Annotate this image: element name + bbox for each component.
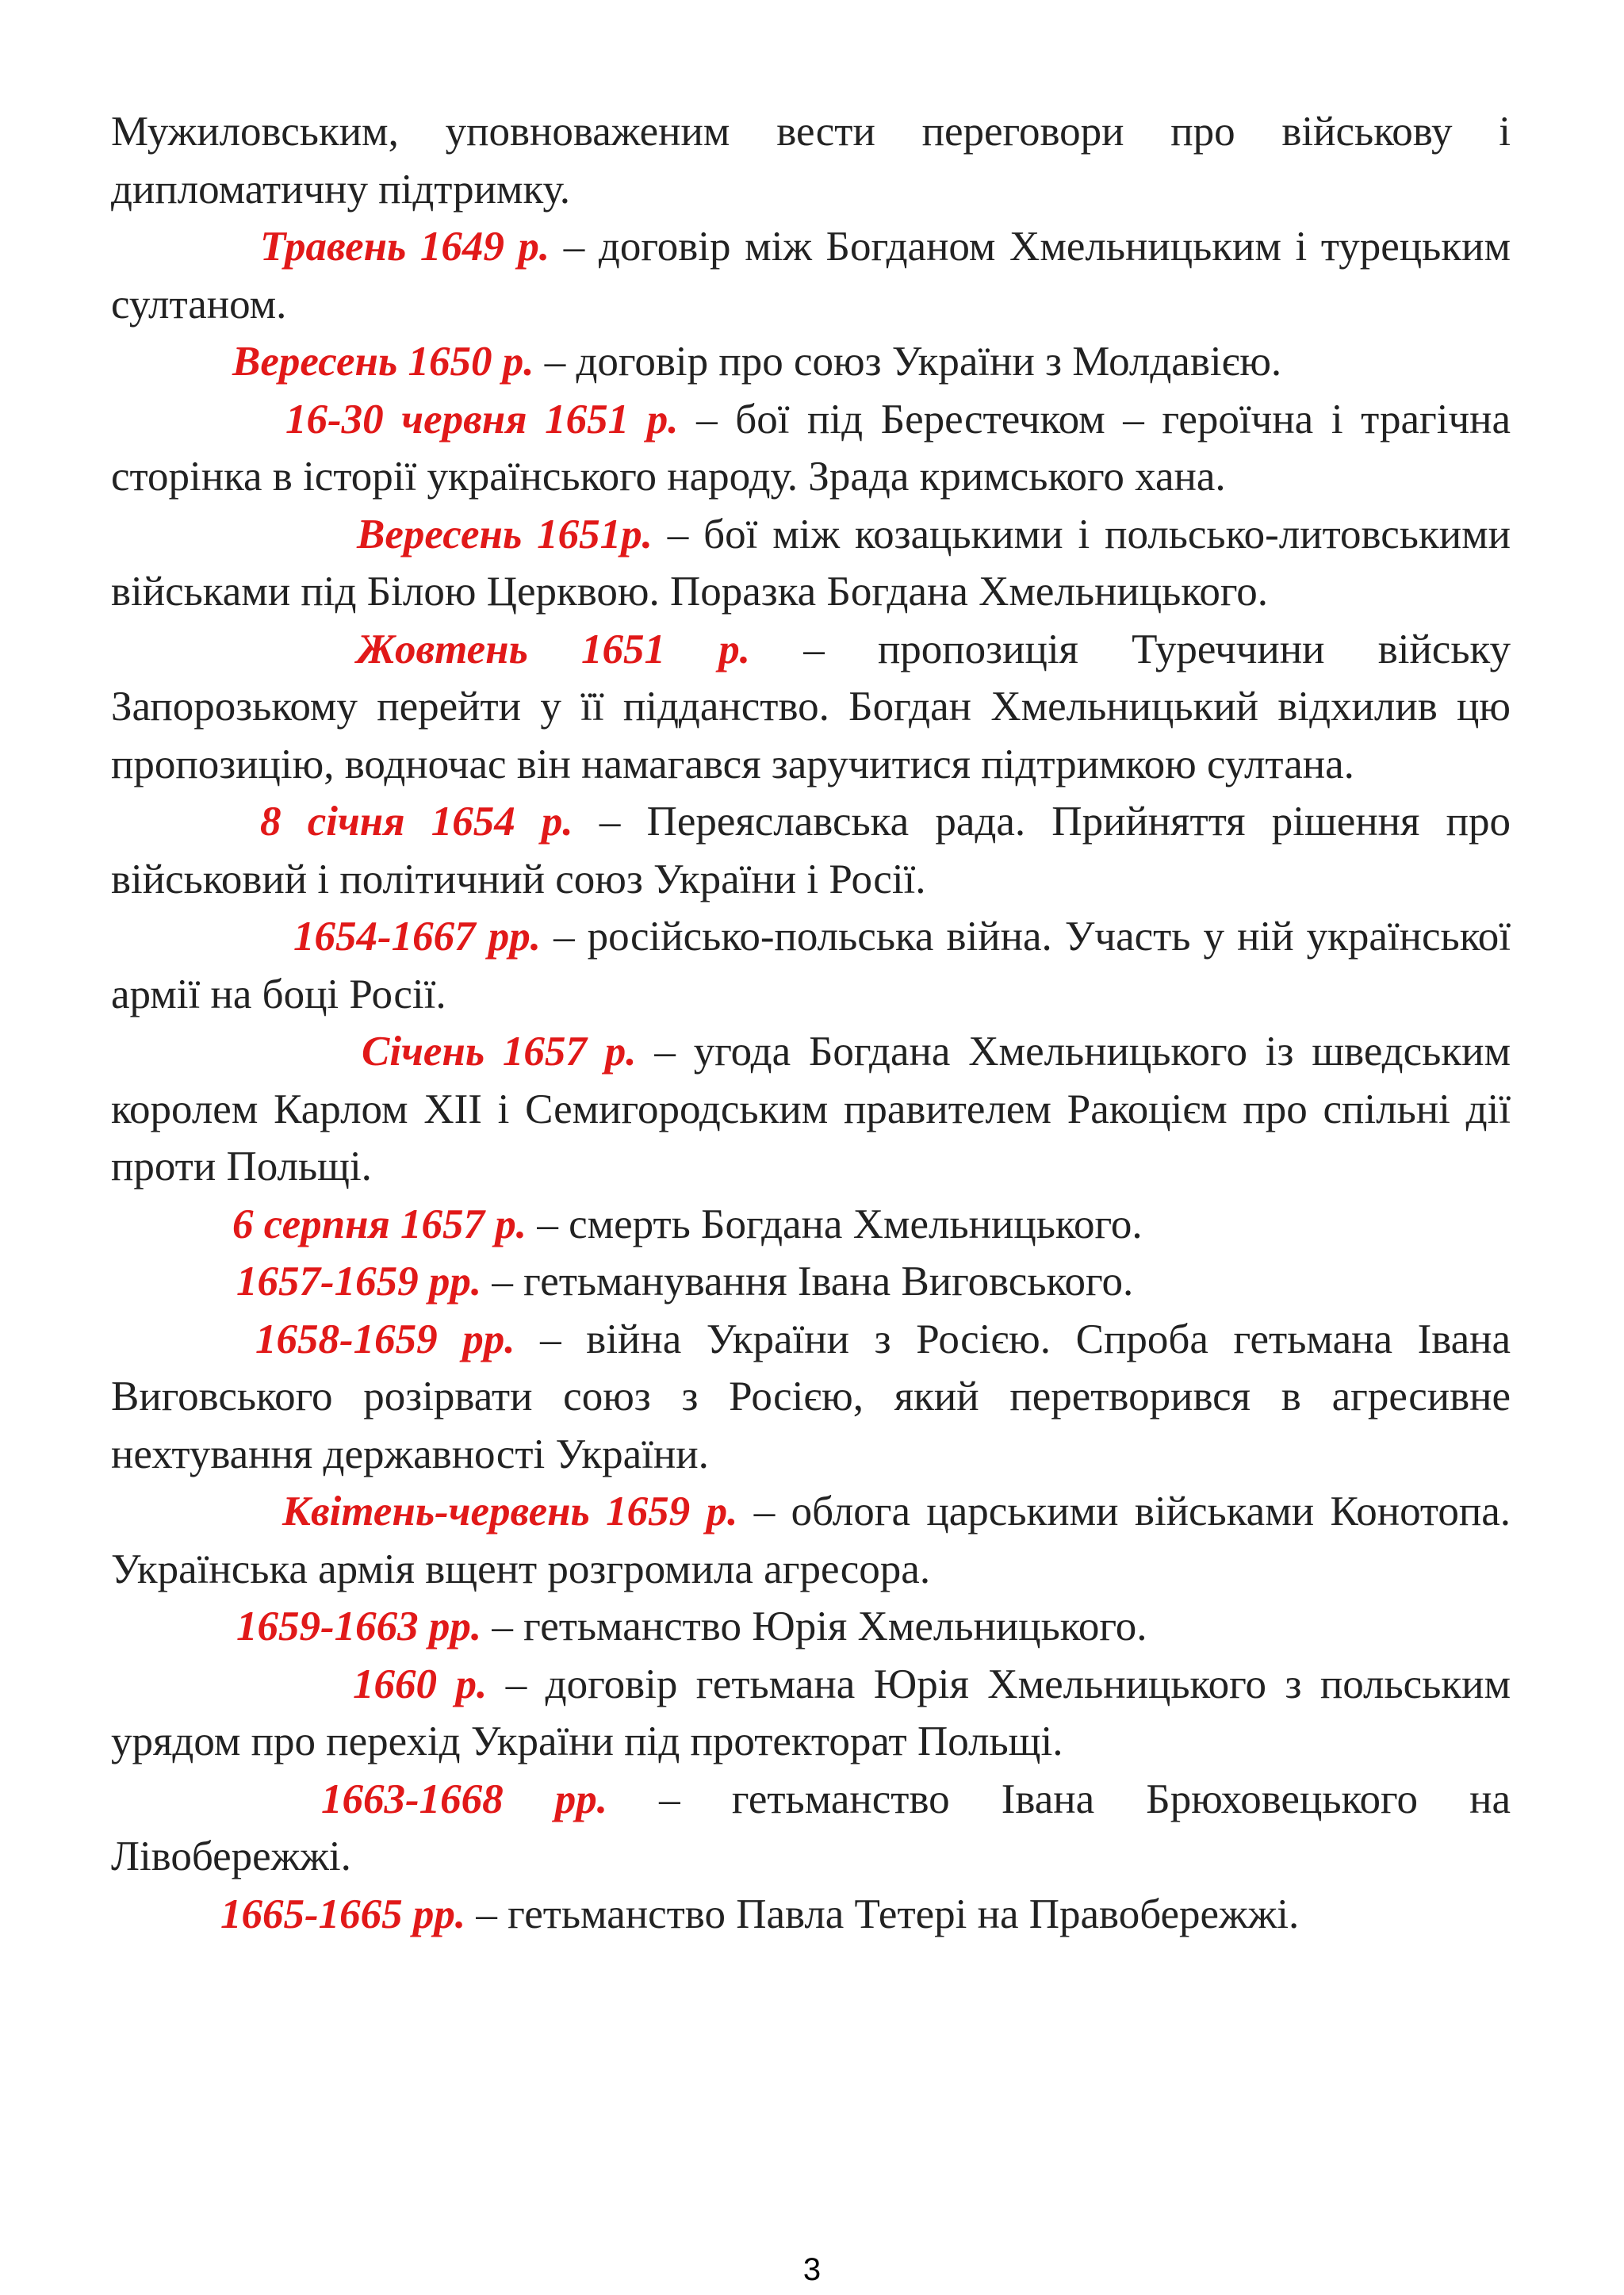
chronology-entry	[111, 793, 1511, 908]
chronology-entry	[111, 1656, 1511, 1771]
entry-text: – пропозиція Туреччини війську Запорозькому перейти у її підданство. Богдан Хмельницький відхилив цю пропозицію, водночас він намагався заручитися підтримкою султана.	[111, 626, 1511, 787]
chronology-entry	[111, 1483, 1511, 1598]
entry-text: – бої між козацькими і польсько-литовськими військами під Білою Церквою. Поразка Богдана Хмельницького.	[111, 511, 1511, 615]
entry-text: – договір гетьмана Юрія Хмельницького з польським урядом про перехід України під протекторат Польщі.	[111, 1661, 1511, 1764]
entry-date: 1663-1668 рр.	[321, 1776, 608, 1822]
chronology-entry	[111, 1253, 1511, 1311]
page-number: 3	[802, 2252, 822, 2287]
entry-date: Жовтень 1651 р.	[357, 626, 751, 672]
entry-text: – договір про союз України з Молдавією.	[534, 339, 1282, 385]
entry-text: – Переяславська рада. Прийняття рішення про військовий і політичний союз України і Росії.	[111, 799, 1511, 902]
chronology-entry	[111, 1196, 1511, 1254]
entry-date: 8 січня 1654 р.	[260, 799, 573, 845]
chronology-entry	[111, 1771, 1511, 1886]
entry-date: 6 серпня 1657 р.	[232, 1201, 527, 1247]
chronology-entry	[111, 908, 1511, 1023]
chronology-entry	[111, 1598, 1511, 1656]
entry-date: Вересень 1651р.	[357, 511, 653, 557]
entry-date: Квітень-червень 1659 р.	[282, 1488, 738, 1534]
entry-text: – гетьманство Юрія Хмельницького.	[481, 1603, 1147, 1649]
chronology-entry	[111, 1023, 1511, 1196]
chronology-entry	[111, 218, 1511, 333]
entry-date: 1657-1659 рр.	[236, 1259, 482, 1305]
entry-text: – гетьманство Івана Брюховецького на Лівобережжі.	[111, 1776, 1511, 1879]
entry-text: – смерть Богдана Хмельницького.	[527, 1201, 1143, 1247]
entry-text: – бої під Берестечком – героїчна і трагічна сторінка в історії українського народу. Зрада кримського хана.	[111, 396, 1511, 500]
chronology-entry	[111, 621, 1511, 794]
entry-text: – російсько-польська війна. Участь у ній української армії на боці Росії.	[111, 914, 1511, 1017]
entry-text: – облога царськими військами Конотопа. Українська армія вщент розгромила агресора.	[111, 1488, 1511, 1592]
entry-date: 1659-1663 рр.	[236, 1603, 482, 1649]
entry-date: Січень 1657 р.	[362, 1029, 637, 1075]
chronology-entry	[111, 333, 1511, 391]
entry-date: Травень 1649 р.	[260, 224, 550, 270]
entry-text: – договір між Богданом Хмельницьким і турецьким султаном.	[111, 224, 1511, 328]
chronology-text	[111, 103, 1511, 1943]
entry-text: – угода Богдана Хмельницького із шведським королем Карлом ХІІ і Семигородським правителем Ракоцієм про спільні дії проти Польщі.	[111, 1029, 1511, 1190]
entry-text: – гетьманство Павла Тетері на Правобережжі.	[465, 1891, 1300, 1937]
chronology-entry	[111, 506, 1511, 621]
entry-date: 1660 р.	[353, 1661, 488, 1707]
entry-text: – війна України з Росією. Спроба гетьмана Івана Виговського розірвати союз з Росією, який перетворився в агресивне нехтування державності України.	[111, 1316, 1511, 1477]
entry-date: 1665-1665 рр.	[220, 1891, 466, 1937]
chronology-entry	[111, 1886, 1511, 1944]
entry-date: 1654-1667 рр.	[293, 914, 541, 960]
entry-date: 1658-1659 рр.	[255, 1316, 515, 1362]
entry-date: Вересень 1650 р.	[232, 339, 534, 385]
chronology-entry	[111, 103, 1511, 218]
chronology-entry	[111, 391, 1511, 506]
chronology-entry	[111, 1311, 1511, 1484]
entry-text: – гетьманування Івана Виговського.	[481, 1259, 1134, 1305]
entry-date: 16-30 червня 1651 р.	[285, 396, 679, 443]
entry-text: Мужиловським, уповноваженим вести переговори про військову і дипломатичну підтримку.	[111, 109, 1511, 213]
